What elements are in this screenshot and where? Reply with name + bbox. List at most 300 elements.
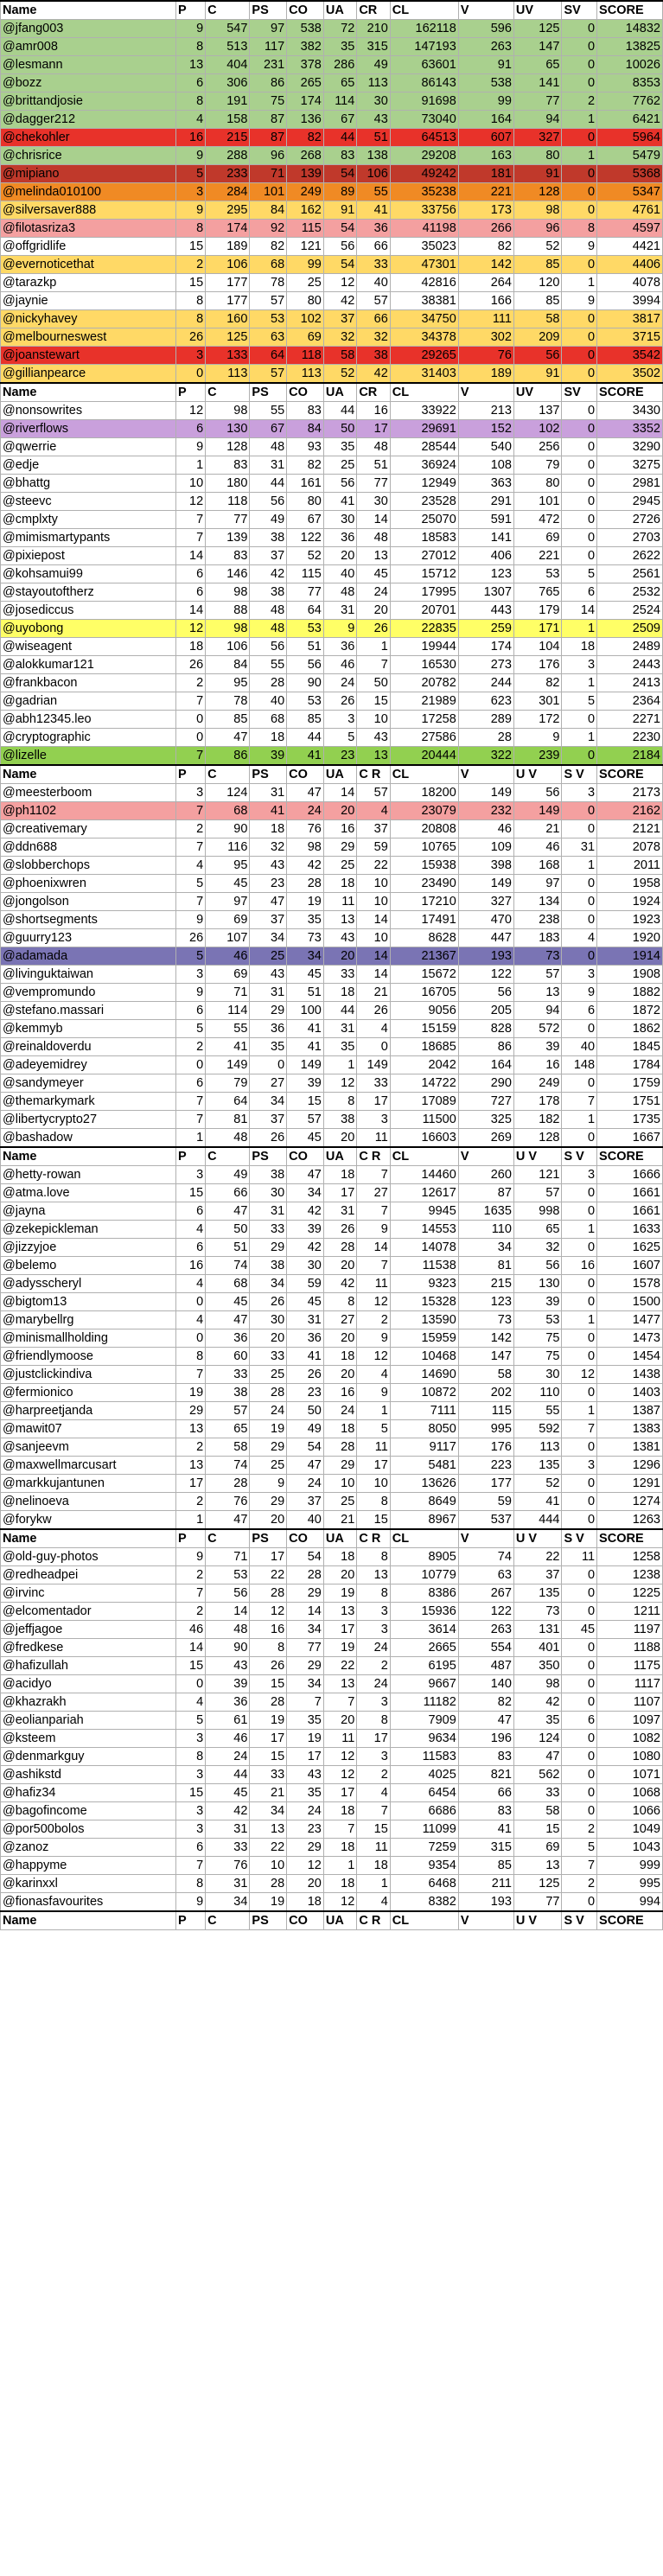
table-row: [1, 1293, 663, 1311]
column-header: U V: [513, 1911, 562, 1930]
value-cell: 27: [250, 1074, 287, 1093]
value-cell: 45: [287, 966, 324, 984]
value-cell: 11: [323, 893, 356, 911]
table-row: [1, 1475, 663, 1493]
table-row: [1, 1639, 663, 1657]
value-cell: 8649: [390, 1493, 458, 1511]
value-cell: 24: [287, 1802, 324, 1820]
table-row: [1, 875, 663, 893]
value-cell: 136: [287, 111, 324, 129]
table-row: [1, 1657, 663, 1675]
value-cell: 102: [513, 420, 562, 438]
value-cell: 54: [287, 1438, 324, 1457]
value-cell: 28544: [390, 438, 458, 456]
user-name-cell: @evernoticethat: [1, 256, 176, 274]
score-cell: 1625: [597, 1239, 663, 1257]
value-cell: 38: [250, 1166, 287, 1184]
value-cell: 13: [323, 1675, 356, 1693]
score-cell: 1403: [597, 1384, 663, 1402]
value-cell: 3: [562, 966, 597, 984]
value-cell: 289: [458, 711, 513, 729]
value-cell: 24: [357, 1675, 390, 1693]
value-cell: 75: [513, 1329, 562, 1348]
value-cell: 140: [458, 1675, 513, 1693]
table-row: [1, 1603, 663, 1621]
value-cell: 11: [323, 1730, 356, 1748]
value-cell: 36: [250, 1020, 287, 1038]
value-cell: 34: [250, 1093, 287, 1111]
column-header: P: [175, 383, 205, 402]
column-header: P: [175, 1147, 205, 1166]
value-cell: 86: [458, 1038, 513, 1056]
value-cell: 39: [513, 1038, 562, 1056]
user-name-cell: @cryptographic: [1, 729, 176, 747]
value-cell: 19: [323, 1584, 356, 1603]
value-cell: 130: [513, 1275, 562, 1293]
value-cell: 8: [175, 292, 205, 310]
value-cell: 291: [458, 493, 513, 511]
value-cell: 29: [250, 1438, 287, 1457]
user-name-cell: @jaynie: [1, 292, 176, 310]
value-cell: 15: [175, 274, 205, 292]
value-cell: 63: [458, 1566, 513, 1584]
value-cell: 7259: [390, 1839, 458, 1857]
value-cell: 91698: [390, 92, 458, 111]
value-cell: 2: [175, 1038, 205, 1056]
value-cell: 24: [323, 1402, 356, 1420]
value-cell: 34: [287, 1675, 324, 1693]
value-cell: 8386: [390, 1584, 458, 1603]
value-cell: 17491: [390, 911, 458, 929]
value-cell: 17210: [390, 893, 458, 911]
value-cell: 46: [323, 656, 356, 674]
value-cell: 350: [513, 1657, 562, 1675]
value-cell: 17258: [390, 711, 458, 729]
value-cell: 0: [562, 1675, 597, 1693]
value-cell: 0: [562, 747, 597, 766]
value-cell: 7: [323, 1820, 356, 1839]
value-cell: 12: [357, 1293, 390, 1311]
user-name-cell: @chrisrice: [1, 147, 176, 165]
column-header: CL: [390, 1529, 458, 1548]
user-name-cell: @abh12345.leo: [1, 711, 176, 729]
value-cell: 13626: [390, 1475, 458, 1493]
value-cell: 18685: [390, 1038, 458, 1056]
value-cell: 57: [206, 1402, 250, 1420]
value-cell: 10: [357, 875, 390, 893]
value-cell: 148: [562, 1056, 597, 1074]
value-cell: 10468: [390, 1348, 458, 1366]
score-cell: 1473: [597, 1329, 663, 1348]
value-cell: 56: [250, 638, 287, 656]
value-cell: 1: [175, 456, 205, 475]
value-cell: 3: [175, 347, 205, 365]
table-row: [1, 565, 663, 583]
value-cell: 2: [175, 674, 205, 692]
score-cell: 4406: [597, 256, 663, 274]
value-cell: 53: [287, 620, 324, 638]
value-cell: 48: [250, 620, 287, 638]
value-cell: 12: [323, 274, 356, 292]
user-name-cell: @jeffjagoe: [1, 1621, 176, 1639]
value-cell: 0: [562, 201, 597, 220]
value-cell: 14460: [390, 1166, 458, 1184]
column-header: CO: [287, 765, 324, 784]
value-cell: 9: [175, 911, 205, 929]
value-cell: 9667: [390, 1675, 458, 1693]
value-cell: 118: [206, 493, 250, 511]
value-cell: 8: [323, 1093, 356, 1111]
table-row: [1, 1184, 663, 1202]
user-name-cell: @alokkumar121: [1, 656, 176, 674]
value-cell: 31: [323, 1020, 356, 1038]
value-cell: 69: [287, 328, 324, 347]
value-cell: 147: [513, 38, 562, 56]
score-cell: 2413: [597, 674, 663, 692]
value-cell: 6: [562, 1002, 597, 1020]
column-header: C: [206, 1911, 250, 1930]
value-cell: 8: [175, 1348, 205, 1366]
value-cell: 43: [206, 1657, 250, 1675]
value-cell: 34: [287, 1184, 324, 1202]
value-cell: 77: [287, 583, 324, 602]
table-row: [1, 1329, 663, 1348]
value-cell: 9: [562, 238, 597, 256]
user-name-cell: @slobberchops: [1, 857, 176, 875]
value-cell: 94: [513, 1002, 562, 1020]
value-cell: 39: [206, 1675, 250, 1693]
value-cell: 146: [206, 565, 250, 583]
value-cell: 122: [458, 1603, 513, 1621]
value-cell: 117: [250, 38, 287, 56]
value-cell: 232: [458, 802, 513, 820]
user-name-cell: @adamada: [1, 947, 176, 966]
user-name-cell: @pixiepost: [1, 547, 176, 565]
value-cell: 56: [250, 493, 287, 511]
value-cell: 1: [562, 1111, 597, 1129]
value-cell: 42: [206, 1802, 250, 1820]
value-cell: 29: [287, 1584, 324, 1603]
user-name-cell: @fionasfavourites: [1, 1893, 176, 1912]
value-cell: 74: [458, 1548, 513, 1566]
value-cell: 0: [562, 1184, 597, 1202]
value-cell: 67: [250, 420, 287, 438]
value-cell: 266: [458, 220, 513, 238]
value-cell: 15712: [390, 565, 458, 583]
value-cell: 85: [287, 711, 324, 729]
value-cell: 44: [287, 729, 324, 747]
user-name-cell: @joanstewart: [1, 347, 176, 365]
value-cell: 125: [206, 328, 250, 347]
value-cell: 53: [287, 692, 324, 711]
value-cell: 7111: [390, 1402, 458, 1420]
value-cell: 75: [250, 92, 287, 111]
column-header: Name: [1, 1, 176, 20]
value-cell: 5: [357, 1420, 390, 1438]
value-cell: 27: [323, 1311, 356, 1329]
value-cell: 67: [323, 111, 356, 129]
value-cell: 8: [175, 310, 205, 328]
value-cell: 45: [287, 1293, 324, 1311]
score-cell: 994: [597, 1893, 663, 1912]
value-cell: 110: [513, 1384, 562, 1402]
value-cell: 58: [206, 1438, 250, 1457]
value-cell: 39: [513, 1293, 562, 1311]
value-cell: 196: [458, 1730, 513, 1748]
value-cell: 174: [458, 638, 513, 656]
value-cell: 5: [175, 165, 205, 183]
value-cell: 45: [357, 565, 390, 583]
value-cell: 47: [513, 1748, 562, 1766]
table-row: [1, 201, 663, 220]
user-name-cell: @adysscheryl: [1, 1275, 176, 1293]
user-name-cell: @por500bolos: [1, 1820, 176, 1839]
value-cell: 91: [513, 365, 562, 384]
table-row: [1, 493, 663, 511]
value-cell: 13: [323, 911, 356, 929]
value-cell: 28: [250, 1584, 287, 1603]
user-name-cell: @fermionico: [1, 1384, 176, 1402]
value-cell: 14: [175, 1639, 205, 1657]
table-row: [1, 893, 663, 911]
value-cell: 92: [250, 220, 287, 238]
value-cell: 6: [175, 74, 205, 92]
value-cell: 174: [206, 220, 250, 238]
score-cell: 1175: [597, 1657, 663, 1675]
value-cell: 260: [458, 1166, 513, 1184]
score-cell: 1924: [597, 893, 663, 911]
score-cell: 1454: [597, 1348, 663, 1366]
user-name-cell: @atma.love: [1, 1184, 176, 1202]
value-cell: 15672: [390, 966, 458, 984]
value-cell: 98: [513, 201, 562, 220]
table-row: [1, 638, 663, 656]
value-cell: 64: [206, 1093, 250, 1111]
value-cell: 322: [458, 747, 513, 766]
value-cell: 9: [175, 984, 205, 1002]
value-cell: 21989: [390, 692, 458, 711]
value-cell: 16530: [390, 656, 458, 674]
value-cell: 37: [250, 1111, 287, 1129]
value-cell: 38381: [390, 292, 458, 310]
score-cell: 2489: [597, 638, 663, 656]
value-cell: 100: [287, 1002, 324, 1020]
table-row: [1, 1166, 663, 1184]
value-cell: 18: [357, 1857, 390, 1875]
value-cell: 1: [562, 857, 597, 875]
header-row: [1, 1911, 663, 1930]
score-cell: 1188: [597, 1639, 663, 1657]
value-cell: 36: [206, 1693, 250, 1712]
value-cell: 0: [175, 1675, 205, 1693]
score-cell: 4761: [597, 201, 663, 220]
column-header: C R: [357, 1529, 390, 1548]
value-cell: 48: [250, 602, 287, 620]
value-cell: 24: [250, 1402, 287, 1420]
value-cell: 29208: [390, 147, 458, 165]
value-cell: 71: [250, 165, 287, 183]
value-cell: 7: [175, 838, 205, 857]
value-cell: 65: [513, 56, 562, 74]
value-cell: 401: [513, 1639, 562, 1657]
value-cell: 128: [206, 438, 250, 456]
column-header: UV: [513, 383, 562, 402]
column-header: CR: [357, 383, 390, 402]
value-cell: 18: [562, 638, 597, 656]
value-cell: 315: [458, 1839, 513, 1857]
table-row: [1, 1493, 663, 1511]
value-cell: 265: [287, 74, 324, 92]
value-cell: 6: [175, 1839, 205, 1857]
value-cell: 8: [357, 1493, 390, 1511]
table-row: [1, 747, 663, 766]
value-cell: 9: [513, 729, 562, 747]
table-row: [1, 1038, 663, 1056]
value-cell: 1: [357, 638, 390, 656]
table-row: [1, 1438, 663, 1457]
score-cell: 1607: [597, 1257, 663, 1275]
value-cell: 12: [323, 1893, 356, 1912]
score-cell: 1211: [597, 1603, 663, 1621]
column-header: PS: [250, 1911, 287, 1930]
value-cell: 5: [562, 692, 597, 711]
value-cell: 69: [206, 911, 250, 929]
value-cell: 40: [357, 274, 390, 292]
table-row: [1, 147, 663, 165]
value-cell: 57: [513, 966, 562, 984]
value-cell: 18: [323, 875, 356, 893]
value-cell: 57: [287, 1111, 324, 1129]
value-cell: 37: [513, 1566, 562, 1584]
value-cell: 81: [458, 1257, 513, 1275]
score-cell: 1751: [597, 1093, 663, 1111]
user-name-cell: @karinxxl: [1, 1875, 176, 1893]
table-row: [1, 292, 663, 310]
value-cell: 36: [357, 220, 390, 238]
column-header: V: [458, 1911, 513, 1930]
user-name-cell: @themarkymark: [1, 1093, 176, 1111]
value-cell: 17: [357, 1730, 390, 1748]
value-cell: 42: [287, 1202, 324, 1221]
user-name-cell: @ashikstd: [1, 1766, 176, 1784]
value-cell: 84: [287, 420, 324, 438]
value-cell: 79: [206, 1074, 250, 1093]
value-cell: 147193: [390, 38, 458, 56]
value-cell: 54: [323, 165, 356, 183]
value-cell: 20: [323, 1329, 356, 1348]
value-cell: 0: [562, 256, 597, 274]
value-cell: 38: [250, 1257, 287, 1275]
value-cell: 26: [175, 328, 205, 347]
value-cell: 149: [458, 784, 513, 802]
value-cell: 34: [287, 947, 324, 966]
value-cell: 47: [287, 1457, 324, 1475]
value-cell: 36: [287, 1329, 324, 1348]
value-cell: 12: [250, 1603, 287, 1621]
value-cell: 2: [357, 1311, 390, 1329]
value-cell: 46: [458, 820, 513, 838]
value-cell: 42: [287, 1239, 324, 1257]
value-cell: 3: [175, 1802, 205, 1820]
value-cell: 20: [250, 1329, 287, 1348]
user-name-cell: @hafizullah: [1, 1657, 176, 1675]
value-cell: 1: [357, 1402, 390, 1420]
value-cell: 3: [175, 183, 205, 201]
value-cell: 14722: [390, 1074, 458, 1093]
value-cell: 0: [562, 1493, 597, 1511]
user-name-cell: @chekohler: [1, 129, 176, 147]
value-cell: 42: [357, 365, 390, 384]
value-cell: 164: [458, 1056, 513, 1074]
value-cell: 113: [287, 365, 324, 384]
table-row: [1, 1111, 663, 1129]
value-cell: 147: [458, 1348, 513, 1366]
value-cell: 0: [562, 20, 597, 38]
value-cell: 193: [458, 1893, 513, 1912]
value-cell: 9: [357, 1384, 390, 1402]
value-cell: 1: [562, 620, 597, 638]
table-row: [1, 1548, 663, 1566]
value-cell: 6686: [390, 1802, 458, 1820]
value-cell: 43: [287, 1766, 324, 1784]
value-cell: 98: [206, 402, 250, 420]
value-cell: 7: [175, 893, 205, 911]
value-cell: 20444: [390, 747, 458, 766]
value-cell: 35: [287, 911, 324, 929]
value-cell: 0: [562, 1275, 597, 1293]
score-cell: 4597: [597, 220, 663, 238]
user-name-cell: @bagofincome: [1, 1802, 176, 1820]
user-name-cell: @mimismartypants: [1, 529, 176, 547]
user-name-cell: @silversaver888: [1, 201, 176, 220]
value-cell: 181: [458, 165, 513, 183]
user-name-cell: @adeyemidrey: [1, 1056, 176, 1074]
value-cell: 29265: [390, 347, 458, 365]
value-cell: 177: [458, 1475, 513, 1493]
value-cell: 17089: [390, 1093, 458, 1111]
leaderboard-body: [1, 1, 663, 1930]
value-cell: 44: [250, 475, 287, 493]
value-cell: 30: [250, 1311, 287, 1329]
value-cell: 142: [458, 1329, 513, 1348]
user-name-cell: @acidyo: [1, 1675, 176, 1693]
value-cell: 109: [458, 838, 513, 857]
value-cell: 607: [458, 129, 513, 147]
user-name-cell: @stefano.massari: [1, 1002, 176, 1020]
value-cell: 15328: [390, 1293, 458, 1311]
value-cell: 90: [206, 1639, 250, 1657]
value-cell: 17: [357, 420, 390, 438]
value-cell: 25: [250, 1457, 287, 1475]
value-cell: 111: [458, 310, 513, 328]
value-cell: 16705: [390, 984, 458, 1002]
value-cell: 47: [206, 1511, 250, 1530]
value-cell: 10: [357, 1475, 390, 1493]
value-cell: 58: [323, 347, 356, 365]
value-cell: 11: [357, 1438, 390, 1457]
score-cell: 2173: [597, 784, 663, 802]
score-cell: 1500: [597, 1293, 663, 1311]
value-cell: 10: [357, 893, 390, 911]
value-cell: 18583: [390, 529, 458, 547]
score-cell: 4078: [597, 274, 663, 292]
value-cell: 149: [513, 802, 562, 820]
column-header: C: [206, 765, 250, 784]
user-name-cell: @denmarkguy: [1, 1748, 176, 1766]
table-row: [1, 220, 663, 238]
value-cell: 12: [175, 402, 205, 420]
table-row: [1, 857, 663, 875]
